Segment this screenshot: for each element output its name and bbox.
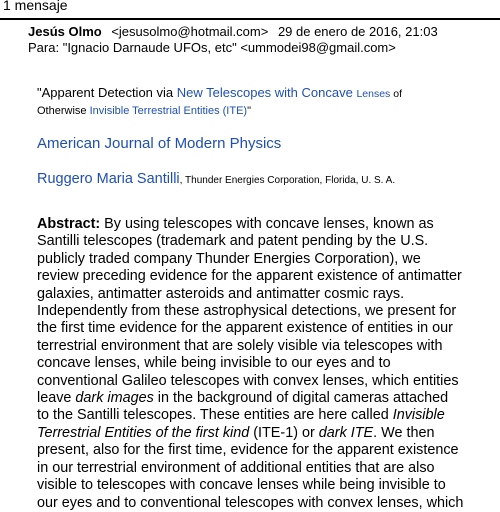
title-text-close-quote: " [247, 105, 251, 117]
abstract-line: Santilli telescopes (trademark and patent pending by the U.S. [37, 233, 429, 250]
author-link[interactable]: Ruggero Maria Santilli [37, 171, 180, 187]
recipient-email[interactable]: <ummodei98@gmail.com> [240, 40, 396, 55]
journal-link[interactable]: American Journal of Modern Physics [37, 135, 282, 152]
paper-title-line-2 [37, 103, 477, 119]
abstract-label: Abstract: [37, 216, 101, 232]
abstract-emphasis: dark images [75, 390, 154, 407]
abstract-text: By using telescopes with concave lenses, known as [100, 216, 434, 232]
abstract-line: present, also for the first time, evidence for the apparent existence [37, 442, 459, 459]
abstract-line: publicly traded company Thunder Energies Corporation), we [37, 250, 421, 267]
abstract-line: conventional Galileo telescopes with convex lenses, which entities [37, 372, 459, 389]
abstract-line: visible to telescopes with concave lenses while being invisible to [37, 477, 446, 494]
abstract-text: (ITE-1) or [249, 424, 319, 441]
abstract-line: Independently from these astrophysical detections, we present for [37, 303, 457, 320]
from-row [28, 23, 438, 40]
abstract-text: to the Santilli telescopes. These entities are here called [37, 407, 393, 424]
title-text-of: of [390, 88, 402, 100]
sender-name[interactable]: Jesús Olmo [28, 24, 102, 39]
abstract-line: concave lenses, while being invisible to our eyes and to [37, 355, 391, 372]
abstract-line: the first time evidence for the apparent existence of entities in our [37, 320, 453, 337]
title-link-ite[interactable]: Invisible Terrestrial Entities (ITE) [89, 105, 248, 117]
title-link-lenses[interactable]: Lenses [356, 88, 391, 100]
abstract-line: in our terrestrial environment of additional entities that are also [37, 459, 435, 476]
abstract-emphasis: dark ITE [318, 424, 374, 441]
abstract-line [37, 425, 473, 442]
author-affiliation: , Thunder Energies Corporation, Florida, U. S. A. [179, 175, 396, 186]
abstract-text: leave [37, 390, 76, 407]
message-count: 1 mensaje [3, 0, 68, 13]
title-link-telescopes[interactable]: New Telescopes with Concave [176, 85, 353, 100]
sender-email[interactable]: <jesusolmo@hotmail.com> [111, 24, 269, 39]
to-row [28, 39, 396, 56]
paper-title [37, 84, 477, 119]
title-text-otherwise: Otherwise [37, 105, 90, 117]
abstract-line [37, 407, 473, 424]
title-text: "Apparent Detection via [37, 85, 177, 100]
abstract-line [37, 390, 473, 407]
abstract-line: terrestrial environment that are solely visible via telescopes with [37, 337, 443, 354]
abstract-emphasis: Invisible [392, 407, 445, 424]
abstract-text: . We then [373, 424, 435, 441]
abstract-text: in the background of digital cameras attached [153, 390, 449, 407]
abstract [37, 216, 473, 512]
abstract-line: review preceding evidence for the apparent existence of antimatter [37, 268, 462, 285]
recipient-name[interactable]: "Ignacio Darnaude UFOs, etc" [62, 40, 237, 55]
abstract-line [37, 216, 473, 233]
paper-title-line-1 [37, 84, 477, 103]
abstract-line: galaxies, antimatter asteroids and antimatter cosmic rays. [37, 285, 405, 302]
to-label: Para: [28, 40, 60, 55]
abstract-emphasis: Terrestrial Entities of the first kind [37, 424, 250, 441]
message-date: 29 de enero de 2016, 21:03 [277, 24, 438, 39]
header-divider [0, 18, 500, 20]
author-line [37, 169, 395, 190]
abstract-line: our eyes and to conventional telescopes with convex lenses, which [37, 494, 464, 511]
